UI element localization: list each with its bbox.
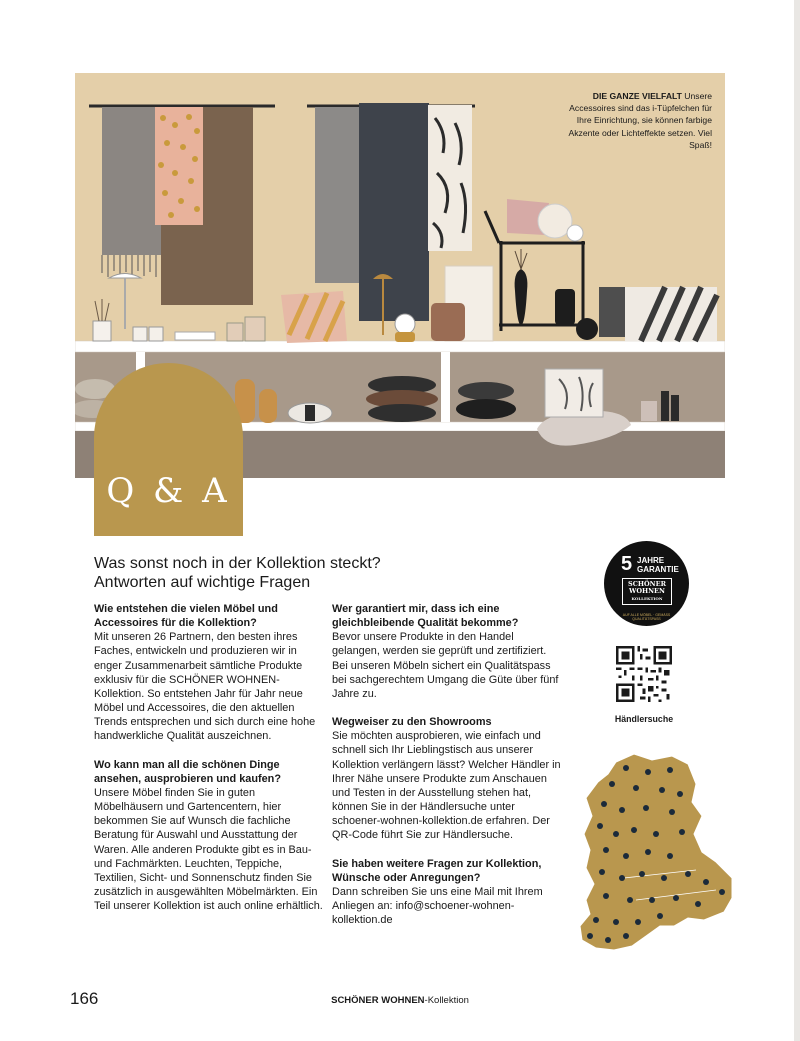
candle-holder	[671, 395, 679, 421]
intro-line-2: Antworten auf wichtige Fragen	[94, 574, 311, 591]
intro-heading	[94, 554, 514, 592]
qa-answer: Unsere Möbel finden Sie in guten Möbelhäusern und Gartencentern, hier bekommen Sie auf Wunsch die fachliche Beratung für Auswahl und Ausstattung der Waren. Alle anderen Produkte gibt es in Bau- und Fachmärkten. Leuchten, Teppiche, Textilien, Sicht- und Sonnenschutz finden Sie zusätzlich in ausgewählten Möbelmärkten. Ein Teil unserer Kollektion ist auch online erhältlich.	[94, 786, 323, 913]
qa-question: Wer garantiert mir, dass ich eine gleichbleibende Qualität bekomme?	[332, 603, 519, 630]
qa-answer: Dann schreiben Sie uns eine Mail mit Ihrem Anliegen an: info@schoener-wohnen-kollektion.de	[332, 885, 543, 927]
dark-cushion	[368, 404, 436, 422]
candle-holder	[641, 401, 657, 421]
qa-column-left	[94, 602, 326, 927]
qa-item	[332, 602, 564, 701]
wood-box	[431, 303, 465, 341]
tray	[175, 332, 215, 340]
guarantee-ring-text: AUF ALLE MÖBEL · GEMÄSS QUALITÄTSPASS	[622, 613, 671, 621]
caption-text: Unsere Accessoires sind das i-Tüpfelchen für Ihre Einrichtung, sie können farbige Akzente oder Lichteffekte setzen. Viel Spaß!	[568, 91, 712, 150]
qa-item	[332, 857, 564, 928]
lamp-base	[395, 332, 415, 342]
qr-label: Händlersuche	[614, 714, 674, 724]
jar	[227, 323, 243, 341]
dark-cushion	[458, 382, 514, 400]
amber-vase	[259, 389, 277, 423]
vase	[93, 321, 111, 341]
footer-suffix: -Kollektion	[424, 995, 469, 1006]
intro-line-1: Was sonst noch in der Kollektion steckt?	[94, 555, 381, 572]
qa-question: Wo kann man all die schönen Dinge ansehen, ausprobieren und kaufen?	[94, 758, 281, 785]
qa-answer: Sie möchten ausprobieren, wie einfach und schnell sich Ihr Lieblingstisch aus unserer Kollektion verlängern lässt? Welcher Händler in Ihrer Nähe unsere Produkte zum Anschauen und Testen in der Ausstellung stehen hat, können Sie in der Händlersuche unter schoener-wohnen-kollektion.de erfahren. Der QR-Code führt Sie zur Händlersuche.	[332, 730, 561, 842]
black-cushion	[456, 399, 516, 419]
cart-wheel	[576, 318, 598, 340]
guarantee-seal	[604, 541, 689, 626]
shelf-divider	[441, 352, 450, 422]
brand-line-3: KOLLEKTION	[631, 596, 663, 601]
candle	[149, 327, 163, 341]
qa-badge	[94, 363, 243, 536]
map-region	[580, 754, 732, 950]
caption-heading: DIE GANZE VIELFALT	[592, 91, 682, 101]
globe-lamp	[395, 314, 415, 334]
qa-item	[332, 715, 564, 842]
qa-item	[94, 758, 326, 914]
guarantee-brand	[622, 578, 672, 605]
qa-question: Sie haben weitere Fragen zur Kollektion, Wünsche oder Anregungen?	[332, 857, 542, 884]
shelf-top	[75, 341, 725, 352]
leaf-pillow	[545, 369, 603, 417]
candle-holder	[661, 391, 669, 421]
qa-answer: Bevor unsere Produkte in den Handel gelangen, werden sie geprüft und zertifiziert. Bei unseren Möbeln sichert ein Qualitätspass bei sachgerechtem Umgang die Güte über fünf Jahre zu.	[332, 631, 559, 700]
qa-column-right	[332, 602, 564, 941]
dealer-map	[576, 750, 736, 958]
guarantee-label	[637, 556, 679, 574]
guarantee-label-line-1: JAHRE	[637, 556, 665, 565]
guarantee-years: 5	[621, 553, 633, 575]
qa-question: Wegweiser zu den Showrooms	[332, 716, 492, 729]
brand-line-2: WOHNEN	[629, 587, 665, 595]
guarantee-label-line-2: GARANTIE	[637, 565, 679, 574]
leaf-throw	[428, 105, 472, 251]
jar	[245, 317, 265, 341]
qr-code[interactable]	[616, 646, 672, 702]
orb-lamp	[567, 225, 583, 241]
charcoal-throw	[359, 103, 429, 321]
roll-band	[305, 405, 315, 421]
soap-bottle	[555, 289, 575, 325]
candle	[133, 327, 147, 341]
qa-answer: Mit unseren 26 Partnern, den besten ihres Faches, entwickeln und produzieren wir in enger Zusammenarbeit sämtliche Produkte exklusiv für die SCHÖNER WOHNEN-Kollektion. So entstehen Jahr für Jahr neue Möbel und Accessoires, die den aktuellen Trends entsprechen und sich durch eine hohe handwerkliche Qualität auszeichnen.	[94, 631, 316, 743]
footer-title	[0, 995, 800, 1006]
qa-badge-text: Q & A	[106, 471, 231, 511]
hero-caption	[562, 90, 712, 151]
footer-brand: SCHÖNER WOHNEN	[331, 995, 425, 1006]
gray-throw	[102, 107, 162, 255]
qa-item	[94, 602, 326, 744]
brand-line-1: SCHÖNER	[628, 580, 666, 588]
qa-question: Wie entstehen die vielen Möbel und Accessoires für die Kollektion?	[94, 603, 278, 630]
page-number: 166	[70, 989, 99, 1008]
page-edge	[794, 0, 800, 1041]
